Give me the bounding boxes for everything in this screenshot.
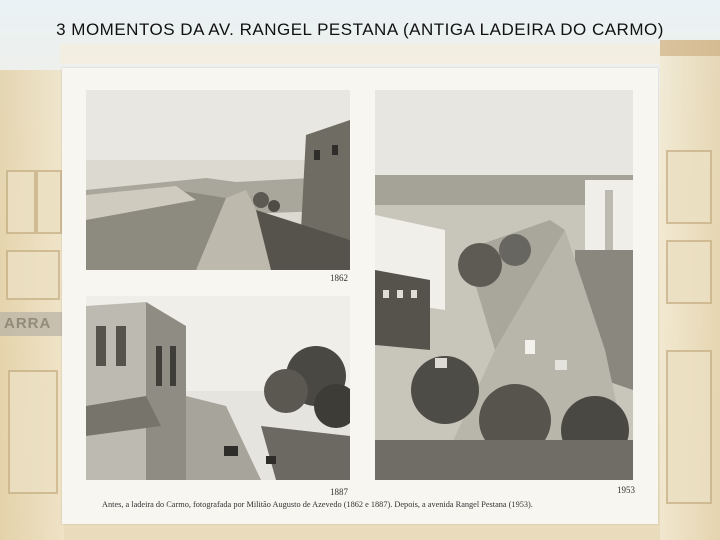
- year-label-1953: 1953: [617, 485, 635, 495]
- slide-title: 3 MOMENTOS DA AV. RANGEL PESTANA (ANTIGA LADEIRA DO CARMO): [56, 20, 664, 39]
- year-label-1862: 1862: [330, 273, 348, 283]
- photo-1887: [86, 296, 350, 480]
- photo-plate: [62, 68, 658, 524]
- year-label-1887: 1887: [330, 487, 348, 497]
- photo-1862: [86, 90, 350, 270]
- background-sign: ARRA: [0, 312, 68, 336]
- photo-1953: [375, 90, 633, 480]
- photo-caption: Antes, a ladeira do Carmo, fotografada por Militão Augusto de Azevedo (1862 e 1887). Depois, a avenida Rangel Pestana (1953).: [102, 500, 533, 509]
